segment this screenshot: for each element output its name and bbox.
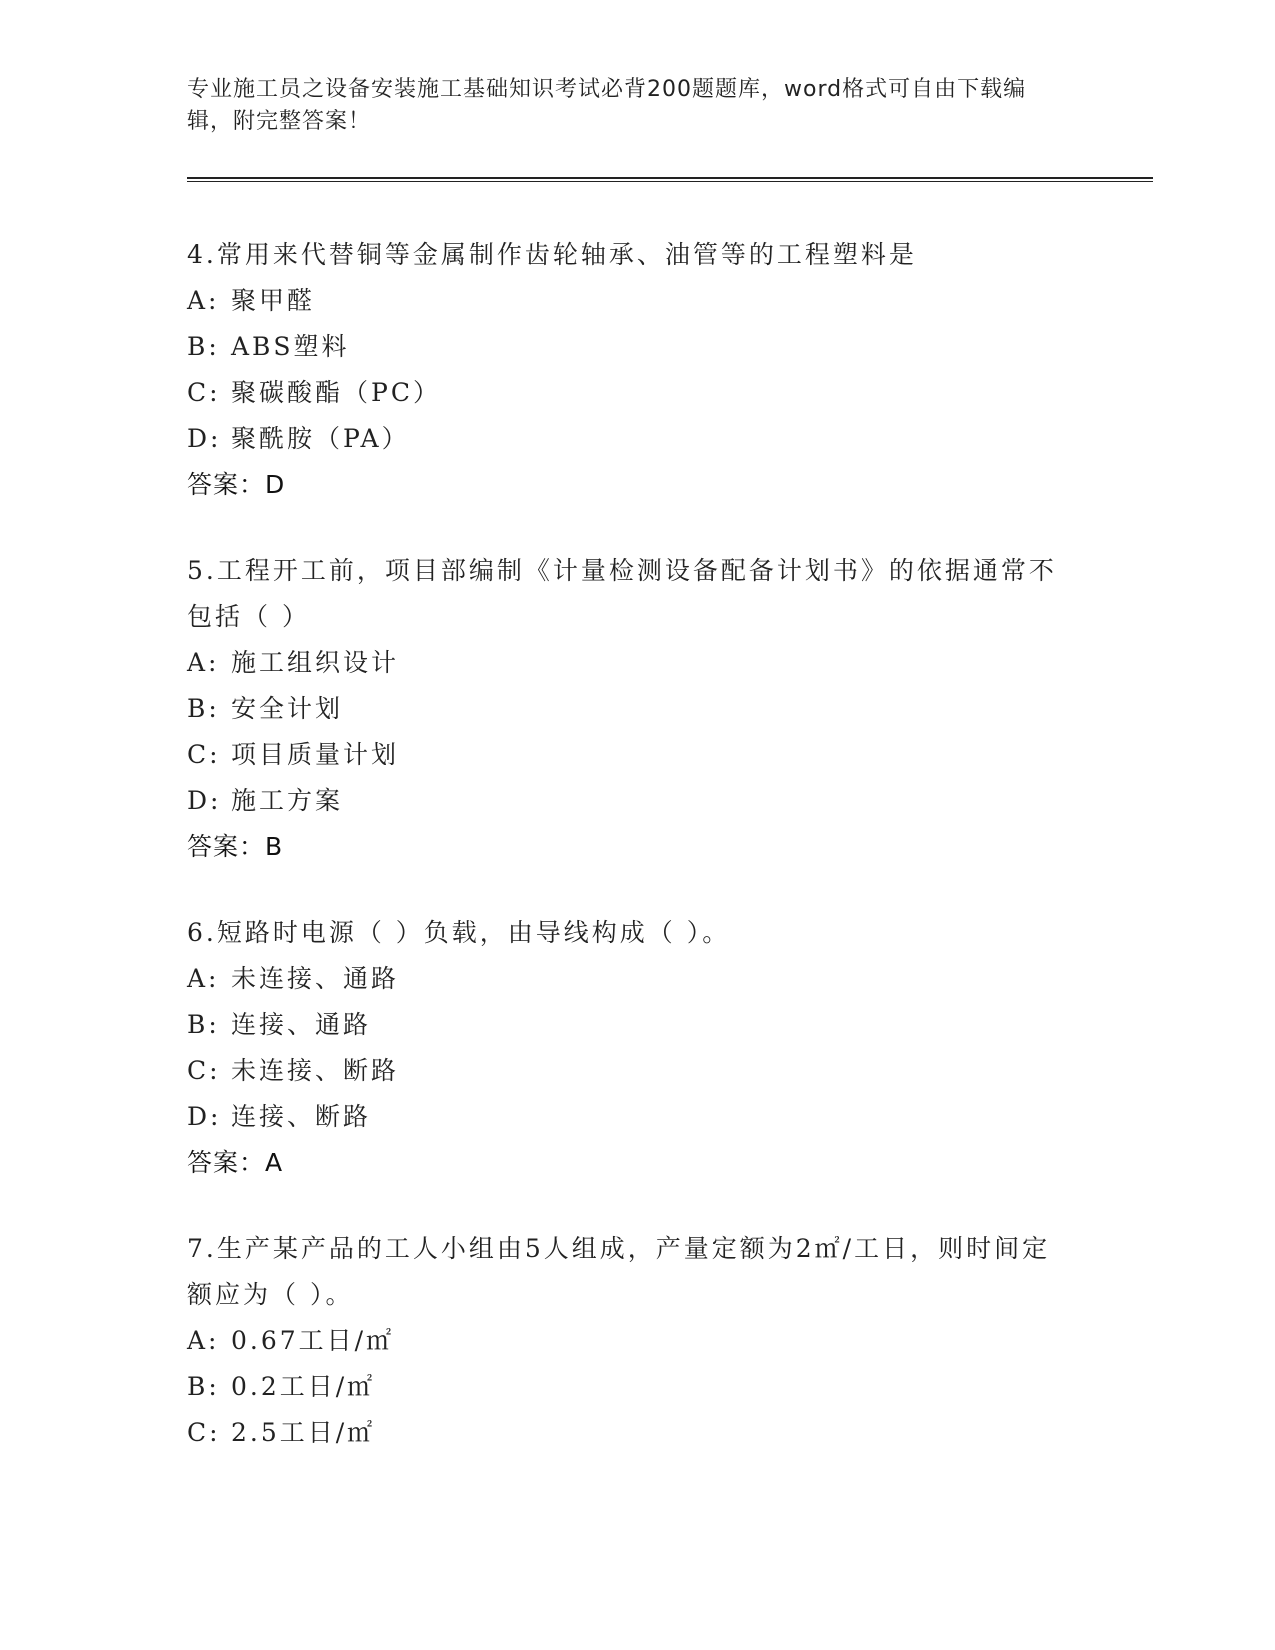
option-letter: B: — [187, 694, 220, 723]
question-stem: 7.生产某产品的工人小组由5人组成，产量定额为2㎡/工日，则时间定额应为（ ）。 — [187, 1234, 1051, 1309]
option-b — [187, 1002, 1067, 1048]
question-6 — [187, 910, 1067, 1186]
question-5 — [187, 548, 1067, 870]
option-b — [187, 686, 1067, 732]
option-letter: C: — [187, 740, 221, 769]
option-letter: B: — [187, 1372, 220, 1401]
question-stem: 4.常用来代替铜等金属制作齿轮轴承、油管等的工程塑料是 — [187, 240, 917, 269]
option-letter: A: — [187, 1326, 220, 1355]
option-text: 未连接、断路 — [231, 1056, 400, 1085]
option-text: 安全计划 — [231, 694, 344, 723]
question-7 — [187, 1226, 1067, 1456]
option-text: 聚酰胺（PA） — [231, 424, 410, 453]
option-letter: B: — [187, 332, 220, 361]
header-divider — [187, 177, 1153, 182]
option-text: 聚碳酸酯（PC） — [231, 378, 441, 407]
option-text: 连接、通路 — [231, 1010, 372, 1039]
option-letter: C: — [187, 1418, 221, 1447]
option-text: 施工方案 — [231, 786, 344, 815]
option-c — [187, 370, 1067, 416]
option-letter: D: — [187, 786, 222, 815]
option-letter: A: — [187, 648, 220, 677]
question-4 — [187, 232, 1067, 508]
option-b — [187, 1364, 1067, 1410]
option-letter: A: — [187, 286, 220, 315]
answer-line: 答案：D — [187, 470, 286, 499]
option-d — [187, 1094, 1067, 1140]
option-c — [187, 732, 1067, 778]
question-list — [187, 232, 1067, 1496]
option-a — [187, 278, 1067, 324]
option-text: 项目质量计划 — [231, 740, 400, 769]
option-text: 2.5工日/㎡ — [231, 1418, 376, 1447]
answer-line: 答案：B — [187, 832, 284, 861]
option-text: 0.2工日/㎡ — [231, 1372, 376, 1401]
option-c — [187, 1410, 1067, 1456]
option-letter: B: — [187, 1010, 220, 1039]
option-letter: D: — [187, 1102, 222, 1131]
option-text: 聚甲醛 — [231, 286, 316, 315]
option-d — [187, 778, 1067, 824]
question-stem: 5.工程开工前，项目部编制《计量检测设备配备计划书》的依据通常不包括（ ） — [187, 556, 1057, 631]
option-text: 连接、断路 — [231, 1102, 372, 1131]
option-a — [187, 1318, 1067, 1364]
option-text: 施工组织设计 — [231, 648, 400, 677]
document-header: 专业施工员之设备安装施工基础知识考试必背200题题库，word格式可自由下载编辑，附完整答案！ — [187, 77, 1027, 134]
option-d — [187, 416, 1067, 462]
option-a — [187, 640, 1067, 686]
option-text: 未连接、通路 — [231, 964, 400, 993]
option-letter: C: — [187, 1056, 221, 1085]
answer-line: 答案：A — [187, 1148, 284, 1177]
option-letter: C: — [187, 378, 221, 407]
option-letter: A: — [187, 964, 220, 993]
option-a — [187, 956, 1067, 1002]
option-b — [187, 324, 1067, 370]
option-letter: D: — [187, 424, 222, 453]
option-c — [187, 1048, 1067, 1094]
option-text: ABS塑料 — [231, 332, 350, 361]
question-stem: 6.短路时电源（ ）负载，由导线构成（ ）。 — [187, 918, 731, 947]
option-text: 0.67工日/㎡ — [231, 1326, 395, 1355]
